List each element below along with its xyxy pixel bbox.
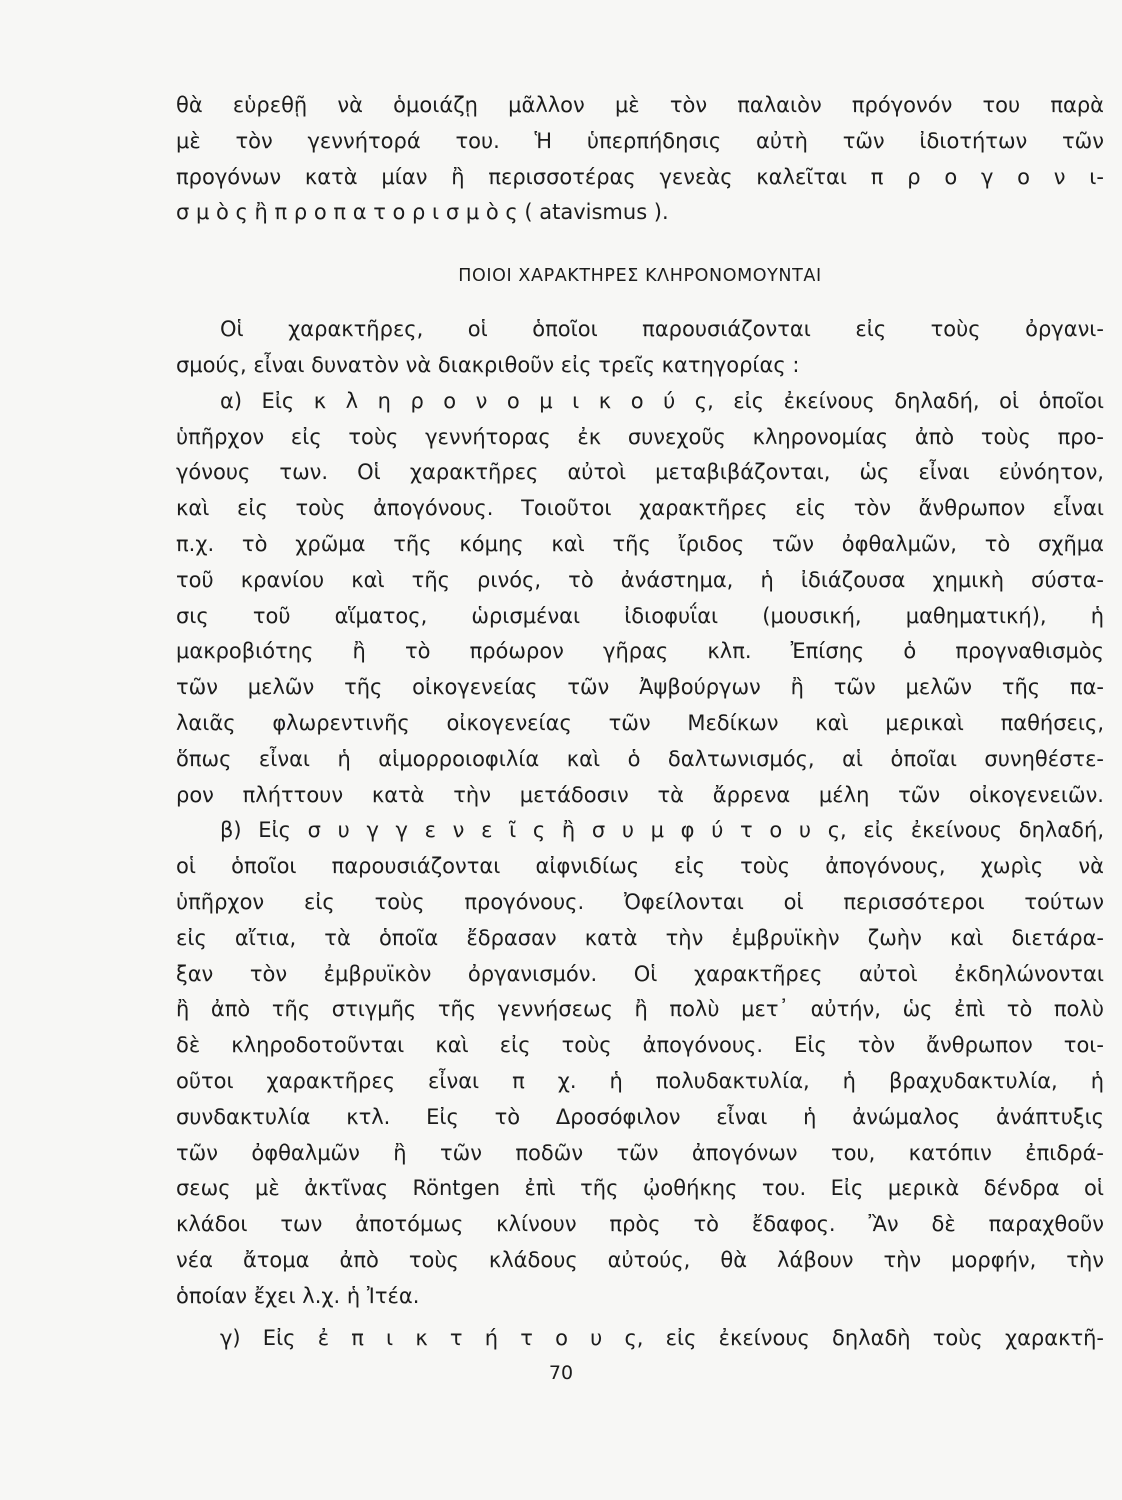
text-line: μὲ τὸν γεννήτορά του. Ἡ ὑπερπήδησις αὐτὴ τῶν ἰδιοτήτων τῶν bbox=[176, 128, 1104, 153]
text-line: σμούς, εἶναι δυνατὸν νὰ διακριθοῦν εἰς τρεῖς κατηγορίας : bbox=[176, 352, 800, 377]
text-line: Οἱ χαρακτῆρες, οἱ ὁποῖοι παρουσιάζονται εἰς τοὺς ὀργανι- bbox=[220, 317, 1104, 342]
text-line: β) Εἰς σ υ γ γ ε ν ε ῖ ς ἢ σ υ μ φ ύ τ ο υ ς, εἰς ἐκείνους δηλαδή, bbox=[220, 818, 1104, 843]
text-line: ρον πλήττουν κατὰ τὴν μετάδοσιν τὰ ἄρρενα μέλη τῶν οἰκογενειῶν. bbox=[176, 782, 1104, 807]
text-line: σις τοῦ αἵματος, ὡρισμέναι ἰδιοφυΐαι (μουσική, μαθηματική), ἡ bbox=[176, 603, 1104, 628]
text-line: γόνους των. Οἱ χαρακτῆρες αὐτοὶ μεταβιβάζονται, ὡς εἶναι εὐνόητον, bbox=[176, 460, 1104, 485]
text-line: καὶ εἰς τοὺς ἀπογόνους. Τοιοῦτοι χαρακτῆρες εἰς τὸν ἄνθρωπον εἶναι bbox=[176, 496, 1104, 521]
text-line: α) Εἰς κ λ η ρ ο ν ο μ ι κ ο ύ ς, εἰς ἐκείνους δηλαδή, οἱ ὁποῖοι bbox=[220, 388, 1104, 413]
text-line: ὅπως εἶναι ἡ αἱμορροιοφιλία καὶ ὁ δαλτωνισμός, αἱ ὁποῖαι συνηθέστε- bbox=[176, 746, 1104, 771]
text-line: δὲ κληροδοτοῦνται καὶ εἰς τοὺς ἀπογόνους. Εἰς τὸν ἄνθρωπον τοι- bbox=[176, 1033, 1104, 1058]
text-line: μακροβιότης ἢ τὸ πρόωρον γῆρας κλπ. Ἐπίσης ὁ προγναθισμὸς bbox=[176, 639, 1104, 664]
text-line: ὑπῆρχον εἰς τοὺς γεννήτορας ἐκ συνεχοῦς κληρονομίας ἀπὸ τοὺς προ- bbox=[176, 424, 1104, 449]
text-line: ξαν τὸν ἐμβρυϊκὸν ὀργανισμόν. Οἱ χαρακτῆρες αὐτοὶ ἐκδηλώνονται bbox=[176, 961, 1104, 986]
text-line: κλάδοι των ἀποτόμως κλίνουν πρὸς τὸ ἔδαφος. Ἂν δὲ παραχθοῦν bbox=[176, 1212, 1104, 1237]
section-heading: ΠΟΙΟΙ ΧΑΡΑΚΤΗΡΕΣ ΚΛΗΡΟΝΟΜΟΥΝΤΑΙ bbox=[458, 266, 822, 287]
page-text bbox=[176, 88, 1104, 1356]
text-line: οἱ ὁποῖοι παρουσιάζονται αἰφνιδίως εἰς τοὺς ἀπογόνους, χωρὶς νὰ bbox=[176, 854, 1104, 879]
text-line: τοῦ κρανίου καὶ τῆς ρινός, τὸ ἀνάστημα, ἡ ἰδιάζουσα χημικὴ σύστα- bbox=[176, 567, 1104, 592]
text-line: θὰ εὑρεθῇ νὰ ὁμοιάζῃ μᾶλλον μὲ τὸν παλαιὸν πρόγονόν του παρὰ bbox=[176, 93, 1104, 117]
text-line: π.χ. τὸ χρῶμα τῆς κόμης καὶ τῆς ἴριδος τῶν ὀφθαλμῶν, τὸ σχῆμα bbox=[176, 531, 1104, 556]
text-line: γ) Εἰς ἐ π ι κ τ ή τ ο υ ς, εἰς ἐκείνους δηλαδὴ τοὺς χαρακτῆ- bbox=[220, 1325, 1104, 1350]
text-line: σεως μὲ ἀκτῖνας Röntgen ἐπὶ τῆς ᾠοθήκης του. Εἰς μερικὰ δένδρα οἱ bbox=[176, 1176, 1104, 1201]
text-line: συνδακτυλία κτλ. Εἰς τὸ Δροσόφιλον εἶναι ἡ ἀνώμαλος ἀνάπτυξις bbox=[176, 1104, 1104, 1129]
text-line: λαιᾶς φλωρεντινῆς οἰκογενείας τῶν Μεδίκων καὶ μερικαὶ παθήσεις, bbox=[176, 710, 1104, 735]
text-line: τῶν ὀφθαλμῶν ἢ τῶν ποδῶν τῶν ἀπογόνων του, κατόπιν ἐπιδρά- bbox=[176, 1140, 1104, 1165]
text-line: σ μ ὸ ς ἢ π ρ ο π α τ ο ρ ι σ μ ὸ ς ( atavismus ). bbox=[176, 200, 669, 225]
text-line: οῦτοι χαρακτῆρες εἶναι π χ. ἡ πολυδακτυλία, ἡ βραχυδακτυλία, ἡ bbox=[176, 1068, 1104, 1093]
text-line: προγόνων κατὰ μίαν ἢ περισσοτέρας γενεὰς καλεῖται π ρ ο γ ο ν ι- bbox=[176, 164, 1104, 189]
page-number: 70 bbox=[548, 1362, 574, 1384]
text-line: νέα ἄτομα ἀπὸ τοὺς κλάδους αὐτούς, θὰ λάβουν τὴν μορφήν, τὴν bbox=[176, 1247, 1104, 1272]
text-line: ἢ ἀπὸ τῆς στιγμῆς τῆς γεννήσεως ἢ πολὺ μετ᾽ αὐτήν, ὡς ἐπὶ τὸ πολὺ bbox=[176, 997, 1104, 1022]
text-line: εἰς αἴτια, τὰ ὁποῖα ἔδρασαν κατὰ τὴν ἐμβρυϊκὴν ζωὴν καὶ διετάρα- bbox=[176, 925, 1104, 950]
text-line: ὑπῆρχον εἰς τοὺς προγόνους. Ὀφείλονται οἱ περισσότεροι τούτων bbox=[176, 889, 1104, 914]
text-line: ὁποίαν ἔχει λ.χ. ἡ Ἰτέα. bbox=[176, 1283, 420, 1308]
text-line: τῶν μελῶν τῆς οἰκογενείας τῶν Ἀψβούργων ἢ τῶν μελῶν τῆς πα- bbox=[176, 675, 1104, 700]
